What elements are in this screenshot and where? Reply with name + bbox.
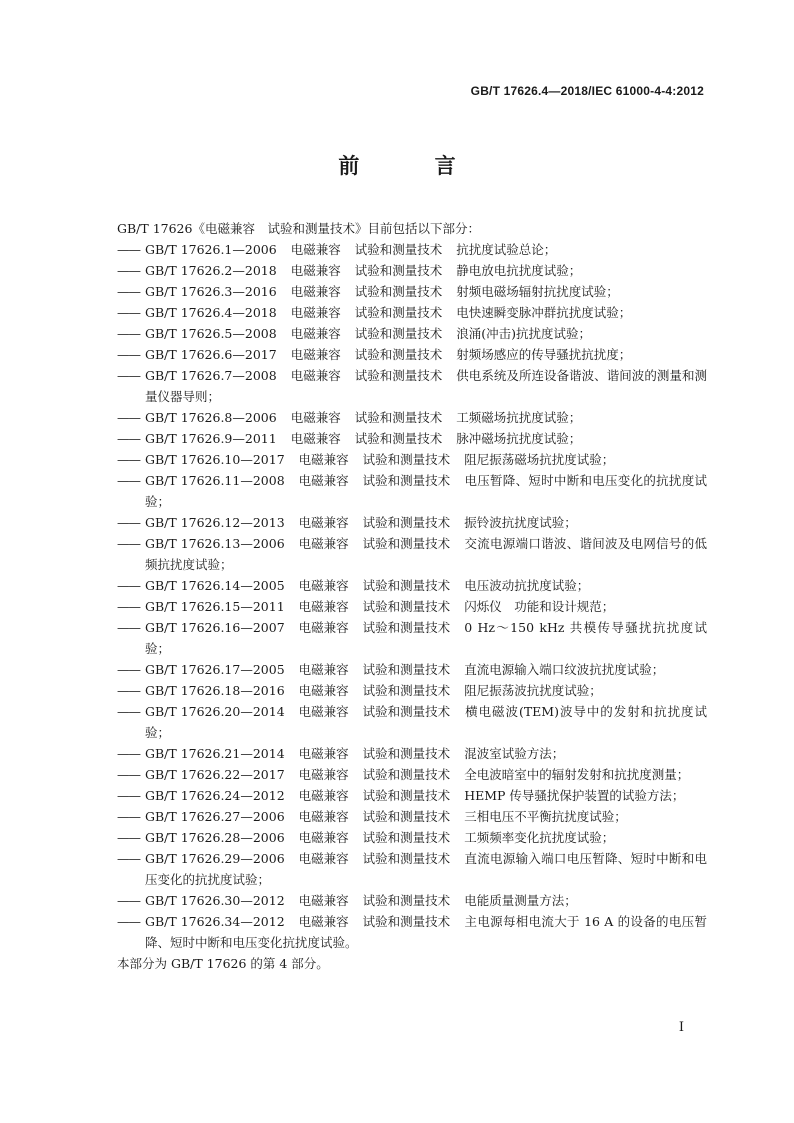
standard-code: GB/T 17626.14—2005	[145, 578, 285, 593]
standard-part: 试验和测量技术	[362, 473, 451, 488]
list-dash: ——	[117, 830, 140, 845]
standard-part: 试验和测量技术	[362, 452, 451, 467]
standard-field: 电磁兼容	[298, 767, 349, 782]
standard-field: 电磁兼容	[298, 830, 349, 845]
standard-field: 电磁兼容	[298, 746, 349, 761]
intro-paragraph: GB/T 17626《电磁兼容 试验和测量技术》目前包括以下部分：	[117, 221, 480, 236]
standard-part: 试验和测量技术	[362, 914, 451, 929]
standard-part: 试验和测量技术	[362, 620, 451, 635]
list-item-content	[145, 407, 707, 428]
standard-name: 电压波动抗扰度试验；	[464, 578, 590, 593]
standard-code: GB/T 17626.22—2017	[145, 767, 285, 782]
standard-name: 主电源每相电流大于 16 A 的设备的电压暂降、短时中断和电压变化抗扰度试验。	[145, 914, 707, 950]
standard-part: 试验和测量技术	[362, 515, 451, 530]
list-dash: ——	[117, 851, 140, 866]
list-item-content	[145, 680, 707, 701]
standard-name: 抗扰度试验总论；	[456, 242, 557, 257]
standard-part: 试验和测量技术	[362, 662, 451, 677]
standard-field: 电磁兼容	[298, 452, 349, 467]
standard-part: 试验和测量技术	[354, 242, 443, 257]
page-title: 前 言	[338, 154, 490, 178]
standard-field: 电磁兼容	[298, 809, 349, 824]
list-item	[117, 764, 707, 785]
standard-name: 三相电压不平衡抗扰度试验；	[464, 809, 627, 824]
list-item-content	[145, 743, 707, 764]
standard-part: 试验和测量技术	[354, 263, 443, 278]
standard-part: 试验和测量技术	[362, 809, 451, 824]
standard-part: 试验和测量技术	[354, 431, 443, 446]
standard-code: GB/T 17626.29—2006	[145, 851, 285, 866]
standard-code: GB/T 17626.18—2016	[145, 683, 285, 698]
list-item	[117, 596, 707, 617]
standard-name: 电快速瞬变脉冲群抗扰度试验；	[456, 305, 632, 320]
list-dash: ——	[117, 305, 140, 320]
standard-name: 横电磁波(TEM)波导中的发射和抗扰度试验；	[145, 704, 707, 740]
standard-code: GB/T 17626.1—2006	[145, 242, 277, 257]
list-item-content	[145, 617, 707, 659]
list-item	[117, 365, 707, 407]
standard-part: 试验和测量技术	[362, 788, 451, 803]
standard-field: 电磁兼容	[290, 326, 341, 341]
standard-part: 试验和测量技术	[362, 536, 451, 551]
list-item	[117, 827, 707, 848]
list-item-content	[145, 785, 707, 806]
list-item-content	[145, 911, 707, 953]
list-item-content	[145, 260, 707, 281]
list-item-content	[145, 659, 707, 680]
document-body	[117, 218, 707, 974]
standard-name: 直流电源输入端口纹波抗扰度试验；	[464, 662, 665, 677]
list-item	[117, 239, 707, 260]
list-item	[117, 533, 707, 575]
list-dash: ——	[117, 368, 140, 383]
list-dash: ——	[117, 326, 140, 341]
list-item	[117, 575, 707, 596]
list-dash: ——	[117, 809, 140, 824]
list-item	[117, 806, 707, 827]
standard-name: 阻尼振荡波抗扰度试验；	[464, 683, 602, 698]
standard-field: 电磁兼容	[298, 893, 349, 908]
standards-list	[117, 239, 707, 953]
standard-code: GB/T 17626.12—2013	[145, 515, 285, 530]
standard-field: 电磁兼容	[290, 347, 341, 362]
standard-code: GB/T 17626.21—2014	[145, 746, 285, 761]
list-item-content	[145, 239, 707, 260]
standard-name: 浪涌(冲击)抗扰度试验；	[456, 326, 591, 341]
standard-field: 电磁兼容	[298, 662, 349, 677]
list-dash: ——	[117, 452, 140, 467]
standard-part: 试验和测量技术	[354, 284, 443, 299]
list-item-content	[145, 701, 707, 743]
standard-part: 试验和测量技术	[362, 893, 451, 908]
standard-name: 供电系统及所连设备谐波、谐间波的测量和测量仪器导则；	[145, 368, 707, 404]
standard-part: 试验和测量技术	[362, 746, 451, 761]
list-item	[117, 323, 707, 344]
standard-field: 电磁兼容	[298, 515, 349, 530]
standard-part: 试验和测量技术	[362, 830, 451, 845]
standard-part: 试验和测量技术	[354, 326, 443, 341]
list-dash: ——	[117, 914, 140, 929]
list-dash: ——	[117, 473, 140, 488]
standard-name: 振铃波抗扰度试验；	[464, 515, 577, 530]
list-item-content	[145, 302, 707, 323]
standard-part: 试验和测量技术	[354, 347, 443, 362]
standard-name: 直流电源输入端口电压暂降、短时中断和电压变化的抗扰度试验；	[145, 851, 707, 887]
standard-code: GB/T 17626.28—2006	[145, 830, 285, 845]
standard-field: 电磁兼容	[290, 431, 341, 446]
list-dash: ——	[117, 788, 140, 803]
standard-code: GB/T 17626.34—2012	[145, 914, 285, 929]
standard-name: 闪烁仪 功能和设计规范；	[464, 599, 615, 614]
standard-field: 电磁兼容	[298, 914, 349, 929]
list-item-content	[145, 428, 707, 449]
list-dash: ——	[117, 410, 140, 425]
list-dash: ——	[117, 620, 140, 635]
list-dash: ——	[117, 662, 140, 677]
standard-code: GB/T 17626.3—2016	[145, 284, 277, 299]
standard-name: 静电放电抗扰度试验；	[456, 263, 582, 278]
standard-part: 试验和测量技术	[362, 767, 451, 782]
standard-field: 电磁兼容	[298, 578, 349, 593]
standard-code: GB/T 17626.13—2006	[145, 536, 285, 551]
standard-name: 电能质量测量方法；	[464, 893, 577, 908]
list-dash: ——	[117, 599, 140, 614]
standard-name: 工频磁场抗扰度试验；	[456, 410, 582, 425]
standard-field: 电磁兼容	[298, 851, 349, 866]
closing-paragraph: 本部分为 GB/T 17626 的第 4 部分。	[117, 956, 329, 971]
list-item	[117, 848, 707, 890]
standard-field: 电磁兼容	[298, 473, 349, 488]
list-item-content	[145, 449, 707, 470]
standard-field: 电磁兼容	[290, 242, 341, 257]
standard-code: GB/T 17626.9—2011	[145, 431, 277, 446]
standard-code: GB/T 17626.16—2007	[145, 620, 285, 635]
standard-code: GB/T 17626.24—2012	[145, 788, 285, 803]
standard-code: GB/T 17626.30—2012	[145, 893, 285, 908]
standard-field: 电磁兼容	[298, 788, 349, 803]
list-item	[117, 890, 707, 911]
list-item	[117, 911, 707, 953]
standard-part: 试验和测量技术	[354, 410, 443, 425]
list-item-content	[145, 764, 707, 785]
standard-field: 电磁兼容	[290, 410, 341, 425]
list-dash: ——	[117, 683, 140, 698]
list-dash: ——	[117, 242, 140, 257]
standard-code: GB/T 17626.4—2018	[145, 305, 277, 320]
list-item-content	[145, 323, 707, 344]
list-dash: ——	[117, 284, 140, 299]
header-standard-code: GB/T 17626.4—2018/IEC 61000-4-4:2012	[470, 84, 704, 98]
list-item	[117, 428, 707, 449]
standard-name: 交流电源端口谐波、谐间波及电网信号的低频抗扰度试验；	[145, 536, 707, 572]
standard-name: 电压暂降、短时中断和电压变化的抗扰度试验；	[145, 473, 707, 509]
list-item	[117, 407, 707, 428]
list-item	[117, 743, 707, 764]
standard-part: 试验和测量技术	[362, 683, 451, 698]
list-item-content	[145, 512, 707, 533]
standard-code: GB/T 17626.20—2014	[145, 704, 285, 719]
list-dash: ——	[117, 767, 140, 782]
standard-name: 混波室试验方法；	[464, 746, 565, 761]
list-item	[117, 260, 707, 281]
standard-code: GB/T 17626.6—2017	[145, 347, 277, 362]
standard-part: 试验和测量技术	[362, 578, 451, 593]
standard-part: 试验和测量技术	[354, 305, 443, 320]
standard-field: 电磁兼容	[290, 284, 341, 299]
standard-name: 阻尼振荡磁场抗扰度试验；	[464, 452, 615, 467]
standard-part: 试验和测量技术	[354, 368, 443, 383]
standard-code: GB/T 17626.2—2018	[145, 263, 277, 278]
list-item-content	[145, 281, 707, 302]
standard-code: GB/T 17626.27—2006	[145, 809, 285, 824]
standard-name: 射频电磁场辐射抗扰度试验；	[456, 284, 619, 299]
standard-code: GB/T 17626.10—2017	[145, 452, 285, 467]
list-item	[117, 449, 707, 470]
list-item	[117, 659, 707, 680]
standard-field: 电磁兼容	[290, 305, 341, 320]
list-item-content	[145, 806, 707, 827]
standard-code: GB/T 17626.11—2008	[145, 473, 285, 488]
standard-name: 工频频率变化抗扰度试验；	[464, 830, 615, 845]
standard-name: 脉冲磁场抗扰度试验；	[456, 431, 582, 446]
list-item-content	[145, 533, 707, 575]
page-number: I	[678, 1020, 684, 1035]
standard-code: GB/T 17626.17—2005	[145, 662, 285, 677]
list-item	[117, 680, 707, 701]
standard-code: GB/T 17626.15—2011	[145, 599, 285, 614]
list-dash: ——	[117, 515, 140, 530]
standard-code: GB/T 17626.5—2008	[145, 326, 277, 341]
list-item	[117, 785, 707, 806]
list-dash: ——	[117, 536, 140, 551]
standard-field: 电磁兼容	[298, 683, 349, 698]
standard-field: 电磁兼容	[290, 263, 341, 278]
list-item-content	[145, 365, 707, 407]
standard-part: 试验和测量技术	[362, 851, 451, 866]
list-dash: ——	[117, 263, 140, 278]
list-dash: ——	[117, 347, 140, 362]
list-item-content	[145, 344, 707, 365]
list-item-content	[145, 596, 707, 617]
standard-name: 全电波暗室中的辐射发射和抗扰度测量；	[464, 767, 690, 782]
standard-field: 电磁兼容	[298, 620, 349, 635]
list-item	[117, 470, 707, 512]
standard-code: GB/T 17626.7—2008	[145, 368, 277, 383]
standard-field: 电磁兼容	[298, 599, 349, 614]
list-item	[117, 512, 707, 533]
list-item	[117, 617, 707, 659]
standard-field: 电磁兼容	[290, 368, 341, 383]
standard-field: 电磁兼容	[298, 704, 349, 719]
list-item	[117, 281, 707, 302]
standard-code: GB/T 17626.8—2006	[145, 410, 277, 425]
list-item	[117, 302, 707, 323]
standard-part: 试验和测量技术	[362, 704, 451, 719]
list-item	[117, 344, 707, 365]
standard-name: 0 Hz～150 kHz 共模传导骚扰抗扰度试验；	[145, 620, 707, 656]
list-dash: ——	[117, 704, 140, 719]
list-item-content	[145, 575, 707, 596]
list-item-content	[145, 848, 707, 890]
standard-name: 射频场感应的传导骚扰抗扰度；	[456, 347, 632, 362]
list-item-content	[145, 470, 707, 512]
list-dash: ——	[117, 431, 140, 446]
standard-field: 电磁兼容	[298, 536, 349, 551]
list-item-content	[145, 890, 707, 911]
list-dash: ——	[117, 746, 140, 761]
standard-part: 试验和测量技术	[362, 599, 451, 614]
standard-name: HEMP 传导骚扰保护装置的试验方法；	[464, 788, 685, 803]
list-dash: ——	[117, 893, 140, 908]
list-item-content	[145, 827, 707, 848]
list-dash: ——	[117, 578, 140, 593]
list-item	[117, 701, 707, 743]
